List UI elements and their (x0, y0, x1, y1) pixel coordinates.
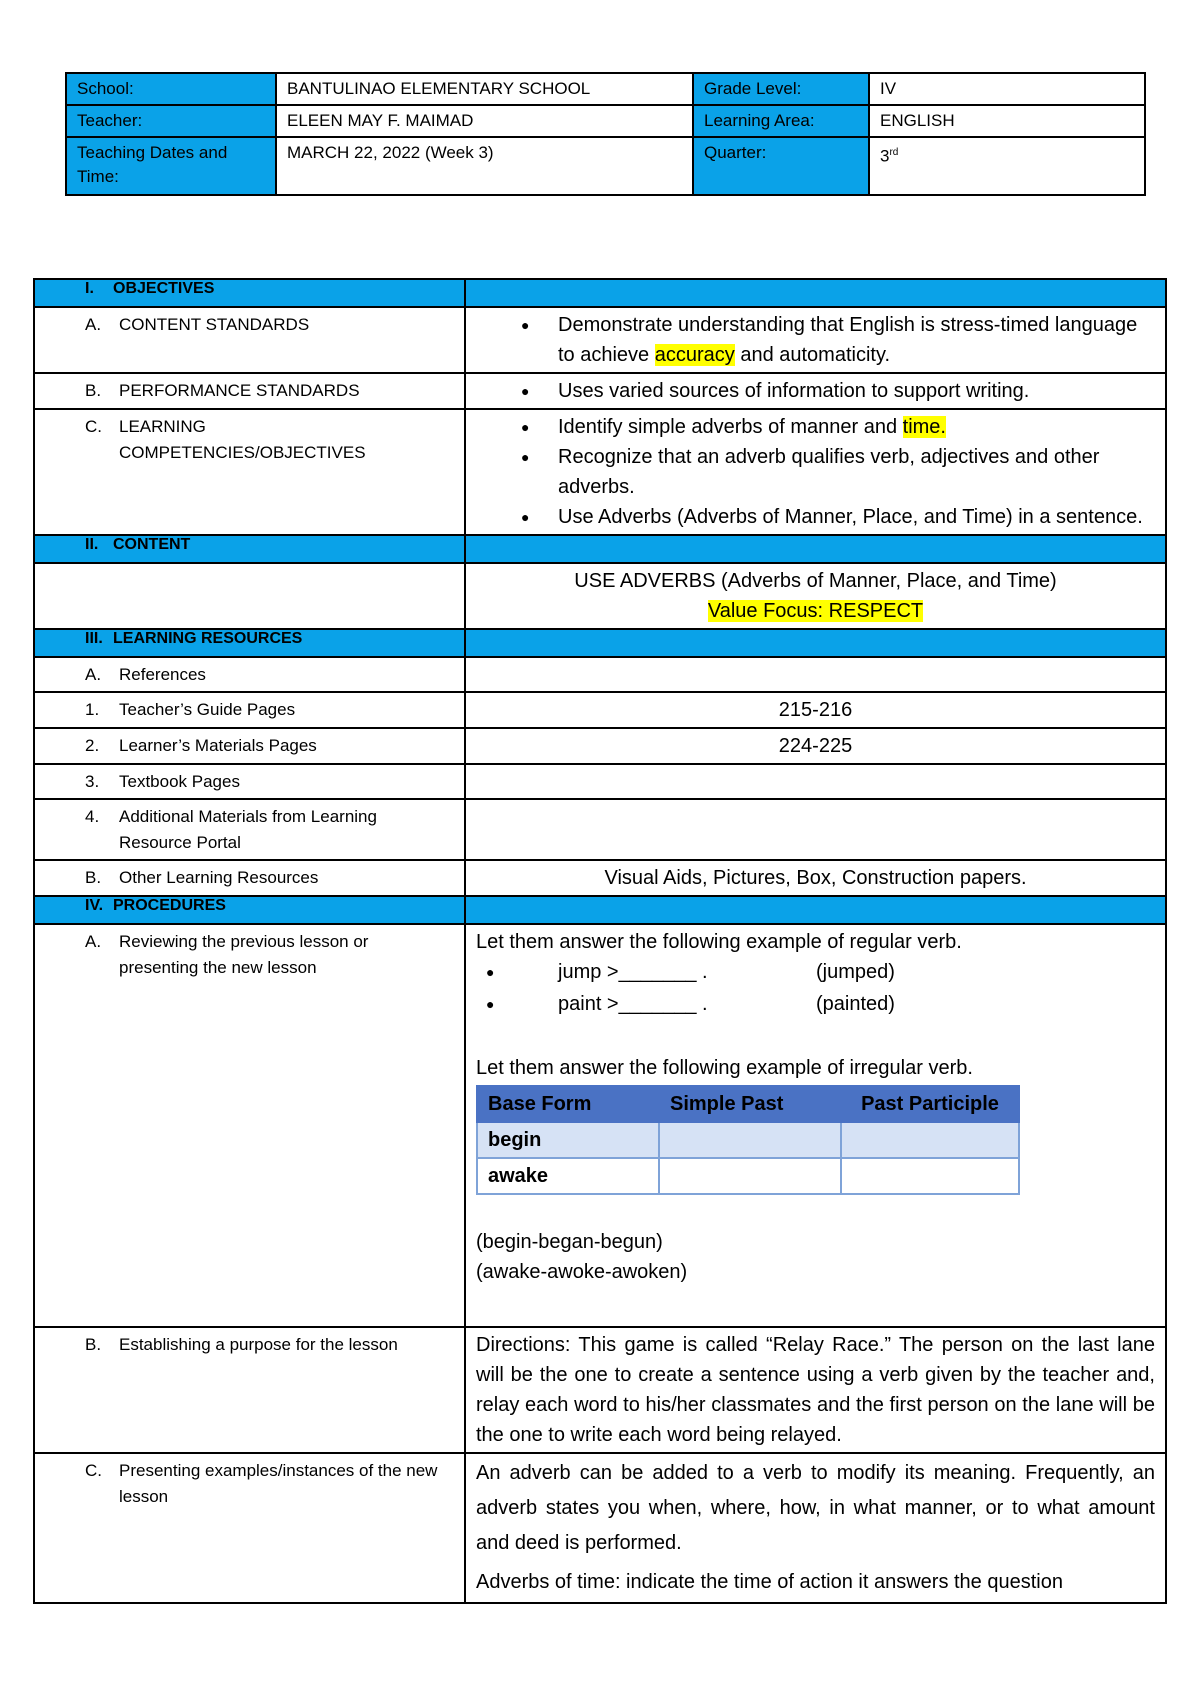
row-label: Presenting examples/instances of the new lesson (119, 1461, 438, 1506)
row-content-topic (34, 563, 1166, 629)
row-content-standards (34, 307, 1166, 373)
row-additional-materials (34, 799, 1166, 860)
row-number: 4. (85, 807, 100, 826)
competency-text: Identify simple adverbs of manner and (558, 416, 903, 438)
teacher-value: ELEEN MAY F. MAIMAD (276, 105, 693, 137)
verb-item (476, 957, 1155, 989)
verb-prompt: ● paint >_______ . (558, 993, 708, 1015)
section-roman: II. (85, 536, 99, 553)
row-textbook (34, 764, 1166, 799)
row-establishing-purpose (34, 1327, 1166, 1453)
header-simple-past: Simple Past (659, 1086, 841, 1122)
row-other-resources (34, 860, 1166, 896)
row-letter: B. (85, 381, 102, 400)
row-label: Other Learning Resources (119, 868, 319, 887)
adverbs-of-time: Adverbs of time: indicate the time of action it answers the question (476, 1571, 1063, 1593)
quarter-label: Quarter: (693, 137, 869, 195)
row-letter: A. (85, 932, 102, 951)
row-label: PERFORMANCE STANDARDS (119, 381, 360, 400)
competency-item: ● Use Adverbs (Adverbs of Manner, Place, and Time) in a sentence. (476, 502, 1155, 532)
area-label: Learning Area: (693, 105, 869, 137)
row-letter: C. (85, 417, 102, 436)
quarter-value (869, 137, 1145, 195)
simple-past-cell (659, 1158, 841, 1194)
row-performance-standards (34, 373, 1166, 409)
school-label: School: (66, 73, 276, 105)
answer-key: (awake-awoke-awoken) (476, 1261, 688, 1283)
section-title: PROCEDURES (113, 897, 226, 914)
section-title: CONTENT (113, 536, 191, 553)
irregular-verb-table (476, 1085, 1020, 1195)
verb-item (476, 989, 1155, 1021)
row-label: Establishing a purpose for the lesson (119, 1335, 398, 1354)
section-content (34, 535, 1166, 563)
competency-item (476, 412, 1155, 442)
highlight-time: time. (902, 416, 946, 438)
section-roman: IV. (85, 897, 104, 914)
lesson-table (33, 278, 1167, 1604)
irregular-verb-intro: Let them answer the following example of irregular verb. (476, 1057, 973, 1079)
row-letter: B. (85, 1335, 102, 1354)
verb-answer: (painted) (816, 993, 895, 1015)
teachers-guide-pages: 215-216 (465, 692, 1166, 728)
section-roman: I. (85, 280, 94, 297)
adverb-definition: An adverb can be added to a verb to modify its meaning. Frequently, an adverb states you when, where, how, in what manner, or to what amount and deed is performed. (476, 1462, 1155, 1554)
section-title: OBJECTIVES (113, 280, 215, 297)
relay-race-directions: Directions: This game is called “Relay Race.” The person on the last lane will be the one to create a sentence using a verb given by the teacher and, relay each word to his/her classmates and the first person on the lane will be the one to write each word being relayed. (465, 1327, 1166, 1453)
row-references (34, 657, 1166, 692)
section-title: LEARNING RESOURCES (113, 630, 303, 647)
row-letter: C. (85, 1461, 102, 1480)
value-focus: Value Focus: RESPECT (707, 600, 924, 622)
row-learning-competencies (34, 409, 1166, 535)
verb-table-header (477, 1086, 1019, 1122)
row-letter: B. (85, 868, 102, 887)
row-letter: A. (85, 665, 102, 684)
row-presenting-examples (34, 1453, 1166, 1603)
section-resources (34, 629, 1166, 657)
teacher-label: Teacher: (66, 105, 276, 137)
grade-value: IV (869, 73, 1145, 105)
content-standard-text: Demonstrate understanding that English is stress-timed language to achieve (558, 314, 1138, 366)
highlight-accuracy: accuracy (654, 344, 735, 366)
row-label: References (119, 665, 206, 684)
simple-past-cell (659, 1122, 841, 1158)
quarter-number: 3 (880, 146, 890, 166)
learners-materials-pages: 224-225 (465, 728, 1166, 764)
row-label: LEARNING COMPETENCIES/OBJECTIVES (119, 417, 366, 462)
verb-answer: (jumped) (816, 961, 895, 983)
row-label: Teacher’s Guide Pages (119, 700, 296, 719)
topic-text: USE ADVERBS (Adverbs of Manner, Place, and Time) (574, 570, 1057, 592)
row-number: 1. (85, 700, 100, 719)
header-past-participle: Past Participle (841, 1086, 1019, 1122)
grade-label: Grade Level: (693, 73, 869, 105)
quarter-suffix: rd (889, 147, 899, 158)
row-reviewing (34, 924, 1166, 1327)
regular-verb-intro: Let them answer the following example of regular verb. (476, 931, 962, 953)
base-form-cell: begin (477, 1122, 659, 1158)
section-procedures (34, 896, 1166, 924)
dates-label: Teaching Dates and Time: (66, 137, 276, 195)
section-roman: III. (85, 630, 103, 647)
row-label: Textbook Pages (119, 772, 240, 791)
row-learners-materials (34, 728, 1166, 764)
base-form-cell: awake (477, 1158, 659, 1194)
content-standard-text-end: and automaticity. (734, 344, 891, 366)
answer-key: (begin-began-begun) (476, 1231, 663, 1253)
past-participle-cell (841, 1122, 1019, 1158)
row-label: CONTENT STANDARDS (119, 315, 310, 334)
competency-item: ● Recognize that an adverb qualifies verb, adjectives and other adverbs. (476, 442, 1155, 502)
row-label: Reviewing the previous lesson or presenting the new lesson (119, 932, 369, 977)
row-letter: A. (85, 315, 102, 334)
row-teachers-guide (34, 692, 1166, 728)
verb-table-row (477, 1158, 1019, 1194)
content-standard-item (476, 310, 1155, 370)
section-objectives (34, 279, 1166, 307)
row-label: Learner’s Materials Pages (119, 736, 317, 755)
row-label: Additional Materials from Learning Resource Portal (119, 807, 377, 852)
school-value: BANTULINAO ELEMENTARY SCHOOL (276, 73, 693, 105)
other-resources-text: Visual Aids, Pictures, Box, Construction papers. (465, 860, 1166, 896)
row-number: 2. (85, 736, 100, 755)
header-base-form: Base Form (477, 1086, 659, 1122)
past-participle-cell (841, 1158, 1019, 1194)
row-number: 3. (85, 772, 100, 791)
verb-table-row (477, 1122, 1019, 1158)
verb-prompt: ● jump >_______ . (558, 961, 708, 983)
performance-standard-item: ● Uses varied sources of information to support writing. (476, 376, 1155, 406)
header-table (65, 72, 1146, 196)
area-value: ENGLISH (869, 105, 1145, 137)
dates-value: MARCH 22, 2022 (Week 3) (276, 137, 693, 195)
